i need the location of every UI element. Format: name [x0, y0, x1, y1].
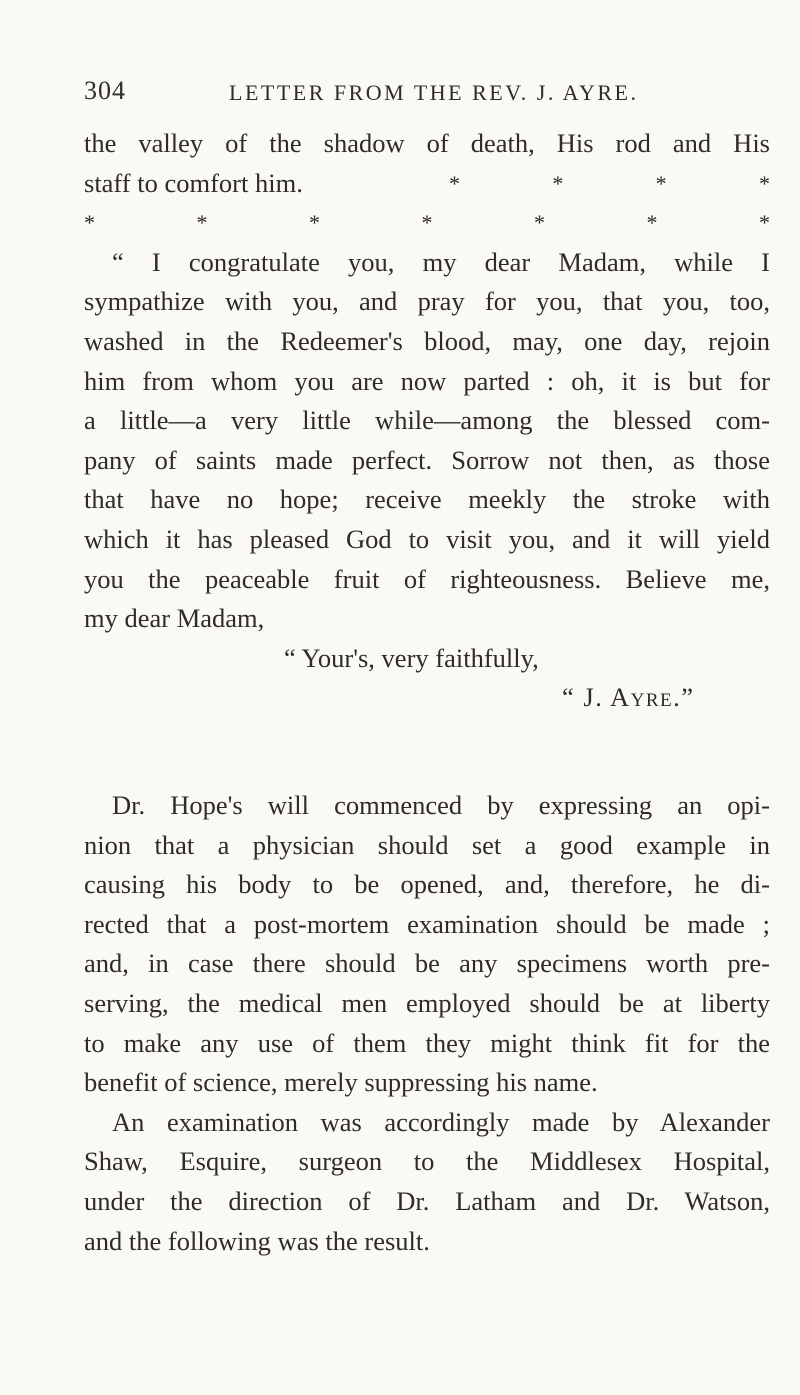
text-line: causing his body to be opened, and, therefore, he di- — [84, 869, 770, 900]
asterisk: * — [655, 170, 667, 196]
asterisk: * — [309, 210, 320, 236]
text-line: and, in case there should be any specimens worth pre- — [84, 948, 770, 979]
text-line: my dear Madam, — [84, 603, 265, 634]
text-fragment: staff to comfort him. — [84, 167, 303, 198]
text-line: Shaw, Esquire, surgeon to the Middlesex Hospital, — [84, 1146, 770, 1177]
text-line: pany of saints made perfect. Sorrow not then, as those — [84, 444, 770, 475]
letter-signature: “ J. Ayre.” — [562, 682, 695, 713]
asterisk: * — [449, 170, 460, 196]
text-line: serving, the medical men employed should be at liberty — [84, 987, 770, 1018]
text-line: “ I congratulate you, my dear Madam, while I — [112, 246, 770, 277]
text-line: under the direction of Dr. Latham and Dr. Watson, — [84, 1185, 770, 1216]
text-line: the valley of the shadow of death, His rod and His — [84, 128, 770, 158]
letter-closing: “ Your's, very faithfully, — [284, 642, 539, 673]
text-line: rected that a post-mortem examination should be made ; — [84, 908, 770, 939]
text-line: nion that a physician should set a good example in — [84, 829, 770, 860]
text-line — [84, 164, 770, 204]
text-line: benefit of science, merely suppressing his name. — [84, 1067, 598, 1098]
text-line: a little—a very little while—among the blessed com- — [84, 405, 770, 436]
letter-text — [84, 124, 770, 718]
asterisk: * — [759, 210, 770, 236]
narrative-text — [84, 786, 770, 1261]
asterisk: * — [196, 210, 208, 236]
running-head: LETTER FROM THE REV. J. AYRE. — [229, 80, 639, 105]
page-number: 304 — [84, 76, 126, 105]
text-line: which it has pleased God to visit you, and it will yield — [84, 523, 770, 554]
asterisk: * — [534, 210, 545, 236]
text-line: you the peaceable fruit of righteousness. Believe me, — [84, 563, 770, 594]
asterisk: * — [758, 170, 770, 196]
asterisk-row — [84, 203, 770, 243]
text-line: to make any use of them they might think fit for the — [84, 1027, 770, 1058]
text-line: An examination was accordingly made by Alexander — [112, 1106, 770, 1137]
text-line: sympathize with you, and pray for you, that you, too, — [84, 286, 770, 317]
page-header — [84, 76, 764, 116]
text-line: and the following was the result. — [84, 1225, 430, 1256]
text-line: washed in the Redeemer's blood, may, one day, rejoin — [84, 325, 770, 356]
text-line: Dr. Hope's will commenced by expressing an opi- — [112, 790, 770, 820]
text-line: him from whom you are now parted : oh, it is but for — [84, 365, 770, 396]
asterisk: * — [421, 210, 433, 236]
asterisk: * — [646, 210, 658, 236]
asterisk: * — [552, 170, 564, 196]
asterisk: * — [84, 210, 95, 236]
asterisk-row — [449, 164, 770, 204]
text-line: that have no hope; receive meekly the stroke with — [84, 484, 770, 515]
